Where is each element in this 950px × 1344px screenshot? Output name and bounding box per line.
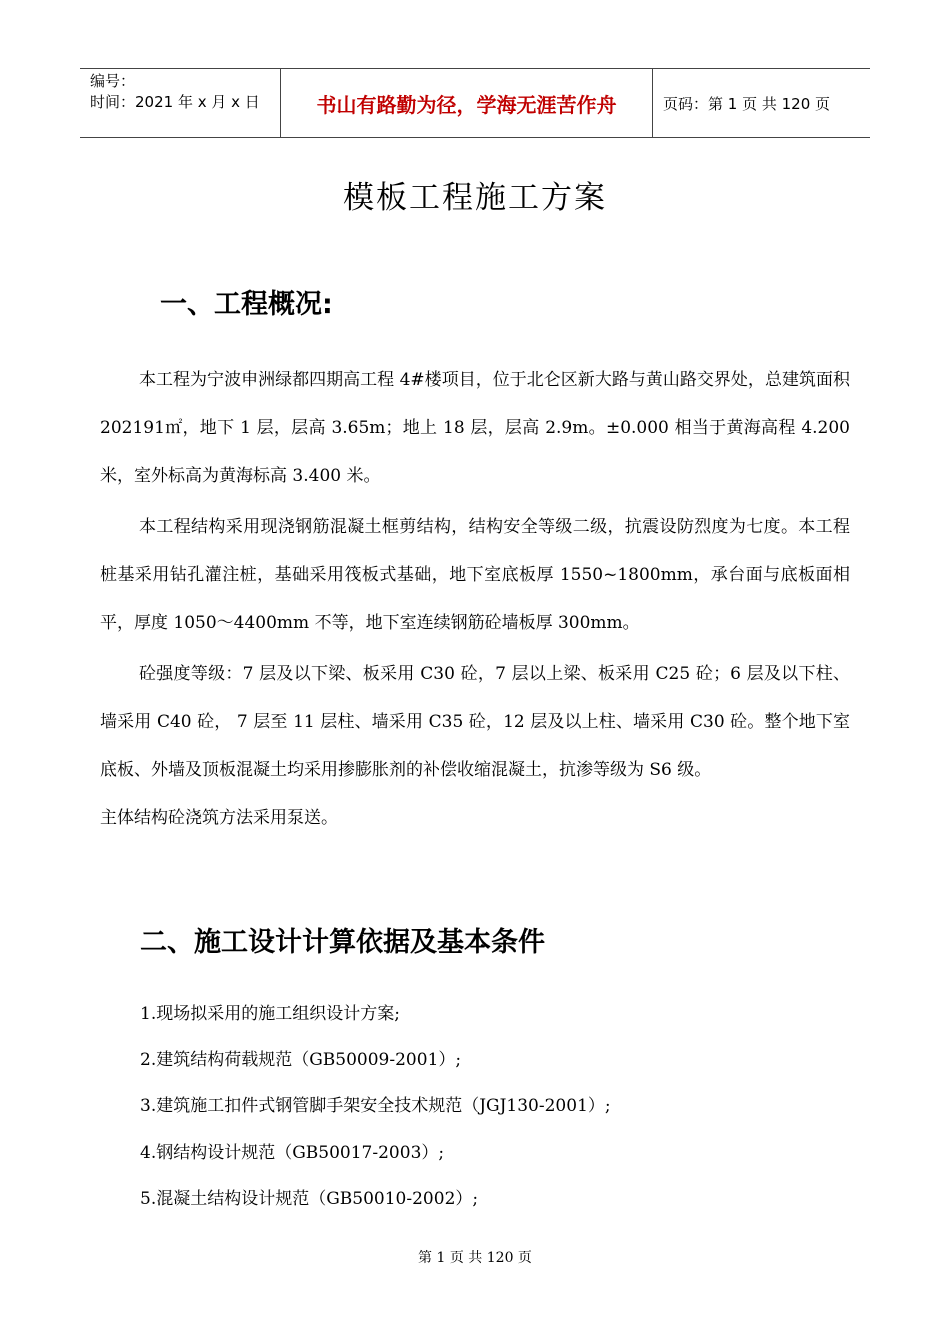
page-footer: 第 1 页 共 120 页 [418,1250,532,1266]
basis-item: 2.建筑结构荷载规范（GB50009-2001）; [140,1050,462,1070]
basis-item: 3.建筑施工扣件式钢管脚手架安全技术规范（JGJ130-2001）; [140,1096,611,1116]
overview-body [100,356,850,842]
section-heading-basis: 二、施工设计计算依据及基本条件 [140,927,545,958]
header-motto: 书山有路勤为径，学海无涯苦作舟 [316,92,617,117]
header-meta [80,69,280,137]
page-header [80,68,870,138]
overview-paragraph-3: 砼强度等级：7 层及以下梁、板采用 C30 砼，7 层以上梁、板采用 C25 砼；6 层及以下柱、墙采用 C40 砼， 7 层至 11 层柱、墙采用 C35 砼，12 层及以上柱、墙采用 C30 砼。整个地下室底板、外墙及顶板混凝土均采用掺膨胀剂的补偿收缩混凝土，抗渗等级为 S6 级。 [100,664,850,780]
document-title: 模板工程施工方案 [343,180,607,216]
header-motto-cell [280,69,653,137]
overview-paragraph-4: 主体结构砼浇筑方法采用泵送。 [100,808,338,828]
overview-paragraph-1: 本工程为宁波申洲绿都四期高工程 4#楼项目，位于北仑区新大路与黄山路交界处，总建筑面积 202191㎡，地下 1 层，层高 3.65m；地上 18 层，层高 2.9m。±0.000 相当于黄海高程 4.200 米，室外标高为黄海标高 3.400 米。 [100,370,850,486]
basis-item: 5.混凝土结构设计规范（GB50010-2002）; [140,1189,479,1209]
basis-item: 1.现场拟采用的施工组织设计方案; [140,1004,400,1024]
basis-item: 4.钢结构设计规范（GB50017-2003）; [140,1143,445,1163]
doc-number-label: 编号： [90,72,136,90]
section-heading-overview: 一、工程概况: [160,289,333,320]
overview-paragraph-2: 本工程结构采用现浇钢筋混凝土框剪结构，结构安全等级二级，抗震设防烈度为七度。本工程桩基采用钻孔灌注桩，基础采用筏板式基础，地下室底板厚 1550~1800mm，承台面与底板面相平，厚度 1050～4400mm 不等，地下室连续钢筋砼墙板厚 300mm。 [100,517,850,633]
doc-time-label: 时间：2021 年 x 月 x 日 [90,93,260,111]
header-page-code: 页码：第 1 页 共 120 页 [663,94,831,113]
